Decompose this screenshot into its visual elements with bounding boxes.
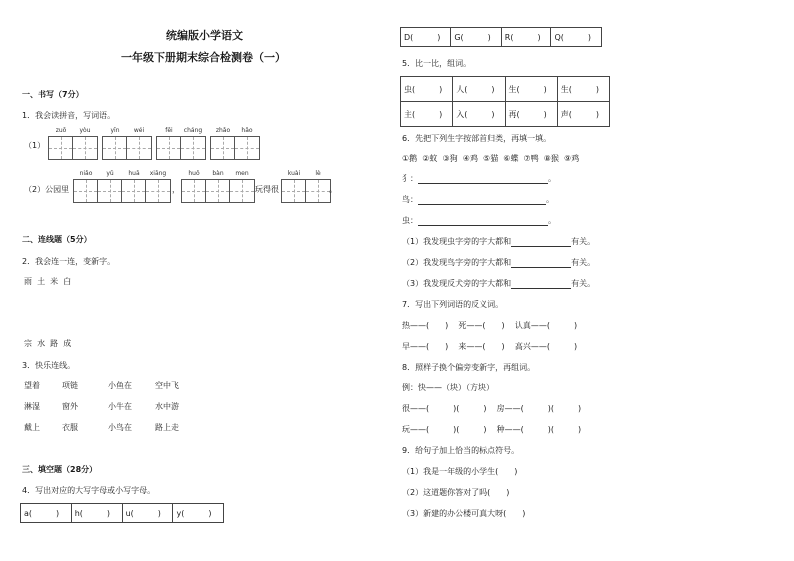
writing-grid[interactable] [281, 179, 331, 203]
q9-item[interactable]: （1）我是一年级的小学生( ) [402, 467, 518, 476]
q8-prompt: 8．照样子换个偏旁变新字，再组词。 [402, 363, 536, 372]
match-word: 空中飞 [155, 381, 179, 390]
answer-cell[interactable]: 主( ) [401, 102, 453, 127]
q4-prompt: 4．写出对应的大写字母或小写字母。 [22, 486, 156, 495]
answer-blank[interactable] [418, 217, 548, 226]
writing-grid[interactable] [102, 136, 152, 160]
match-word: 戴上 [24, 423, 40, 432]
q9-prompt: 9．给句子加上恰当的标点符号。 [402, 446, 520, 455]
match-word: 望着 [24, 381, 40, 390]
q6-items: ①鹅 ②蚊 ③狗 ④鸡 ⑤猫 ⑥蝶 ⑦鸭 ⑧猴 ⑨鸡 [402, 154, 580, 163]
answer-cell[interactable]: u( ) [122, 504, 173, 523]
find-prefix: （1）我发现虫字旁的字大都和 [402, 237, 512, 246]
q1-prompt: 1．我会读拼音，写词语。 [22, 111, 116, 120]
match-word: 淋湿 [24, 402, 40, 411]
answer-blank[interactable] [418, 196, 546, 205]
answer-cell[interactable]: 再( ) [505, 102, 557, 127]
compare-table [400, 76, 610, 127]
q5-prompt: 5．比一比，组词。 [402, 59, 472, 68]
writing-grid[interactable] [48, 136, 98, 160]
part2-mid-text: 玩得很 [255, 185, 279, 194]
match-word: 水中游 [155, 402, 179, 411]
answer-cell[interactable]: y( ) [173, 504, 224, 523]
pinyin: men [235, 170, 249, 177]
answer-cell[interactable]: 入( ) [453, 102, 505, 127]
answer-cell[interactable]: 人( ) [453, 77, 505, 102]
answer-cell[interactable]: a( ) [21, 504, 72, 523]
q7-row[interactable]: 热——( ) 死——( ) 认真——( ) [402, 321, 578, 330]
q9-item[interactable]: （3）新建的办公楼可真大呀( ) [402, 509, 526, 518]
find-suffix: 有关。 [571, 237, 596, 246]
q7-row[interactable]: 早——( ) 来——( ) 高兴——( ) [402, 342, 578, 351]
match-word: 小牛在 [108, 402, 132, 411]
answer-blank[interactable] [511, 280, 571, 289]
writing-grid[interactable] [73, 179, 171, 203]
q3-prompt: 3．快乐连线。 [22, 361, 76, 370]
category-label: 虫： [402, 216, 418, 225]
answer-cell[interactable]: R( ) [501, 28, 551, 47]
pinyin: wéi [133, 127, 145, 134]
uppercase-table [400, 27, 602, 47]
part2-label: （2）公园里 [24, 185, 70, 194]
comma: ， [172, 185, 180, 194]
q2-prompt: 2．我会连一连，变新字。 [22, 257, 116, 266]
q8-row[interactable]: 玩——( )( ) 种——( )( ) [402, 425, 582, 434]
answer-cell[interactable]: Q( ) [551, 28, 602, 47]
category-end: 。 [546, 195, 554, 204]
lowercase-table [20, 503, 224, 523]
period: 。 [329, 185, 337, 194]
match-word: 路上走 [155, 423, 179, 432]
pinyin: cháng [183, 127, 203, 134]
q6-find-row [402, 257, 595, 268]
match-word: 小鸟在 [108, 423, 132, 432]
match-word: 衣服 [62, 423, 78, 432]
section2-heading: 二、连线题（5分） [22, 235, 92, 244]
match-word: 窗外 [62, 402, 78, 411]
answer-cell[interactable]: D( ) [401, 28, 451, 47]
find-prefix: （3）我发现反犬旁的字大都和 [402, 279, 512, 288]
q6-category-row [402, 173, 556, 184]
match-word: 项链 [62, 381, 78, 390]
pinyin: xiāng [149, 170, 167, 177]
writing-grid[interactable] [210, 136, 260, 160]
q6-find-row [402, 236, 595, 247]
answer-cell[interactable]: 生( ) [557, 77, 609, 102]
pinyin: huā [128, 170, 140, 177]
pinyin: hǎo [241, 127, 253, 134]
answer-cell[interactable]: 虫( ) [401, 77, 453, 102]
title-line2: 一年级下册期末综合检测卷（一） [121, 51, 286, 64]
writing-grid[interactable] [181, 179, 255, 203]
q6-prompt: 6．先把下列生字按部首归类，再填一填。 [402, 134, 552, 143]
q6-category-row [402, 215, 556, 226]
pinyin: lè [315, 170, 321, 177]
pinyin: huǒ [188, 170, 200, 177]
answer-blank[interactable] [511, 238, 571, 247]
section1-heading: 一、书写（7分） [22, 90, 84, 99]
q6-find-row [402, 278, 595, 289]
pinyin: bàn [212, 170, 224, 177]
match-top-chars: 雨 土 米 白 [24, 277, 72, 286]
pinyin: yòu [79, 127, 91, 134]
q6-category-row [402, 194, 554, 205]
title-line1: 统编版小学语文 [166, 29, 243, 42]
match-bottom-chars: 宗 水 路 成 [24, 339, 72, 348]
find-suffix: 有关。 [571, 258, 596, 267]
category-label: 犭： [402, 174, 418, 183]
match-word: 小鱼在 [108, 381, 132, 390]
q9-item[interactable]: （2）这道题你答对了吗( ) [402, 488, 510, 497]
pinyin: zhǎo [215, 127, 231, 134]
pinyin: yīn [110, 127, 120, 134]
pinyin: yǔ [106, 170, 114, 177]
pinyin: zuō [55, 127, 67, 134]
answer-cell[interactable]: h( ) [71, 504, 122, 523]
find-suffix: 有关。 [571, 279, 596, 288]
part1-label: （1） [24, 141, 46, 150]
pinyin: fēi [165, 127, 173, 134]
answer-blank[interactable] [418, 175, 548, 184]
q8-row[interactable]: 很——( )( ) 房——( )( ) [402, 404, 582, 413]
category-end: 。 [548, 174, 556, 183]
q8-example: 例：快——（块）（方块） [402, 383, 494, 392]
find-prefix: （2）我发现鸟字旁的字大都和 [402, 258, 512, 267]
category-label: 鸟： [402, 195, 418, 204]
answer-cell[interactable]: 生( ) [505, 77, 557, 102]
writing-grid[interactable] [156, 136, 206, 160]
answer-cell[interactable]: 声( ) [557, 102, 609, 127]
answer-cell[interactable]: G( ) [451, 28, 501, 47]
answer-blank[interactable] [511, 259, 571, 268]
pinyin: kuài [287, 170, 301, 177]
category-end: 。 [548, 216, 556, 225]
pinyin: niǎo [79, 170, 93, 177]
section3-heading: 三、填空题（28分） [22, 465, 98, 474]
q7-prompt: 7．写出下列词语的反义词。 [402, 300, 504, 309]
